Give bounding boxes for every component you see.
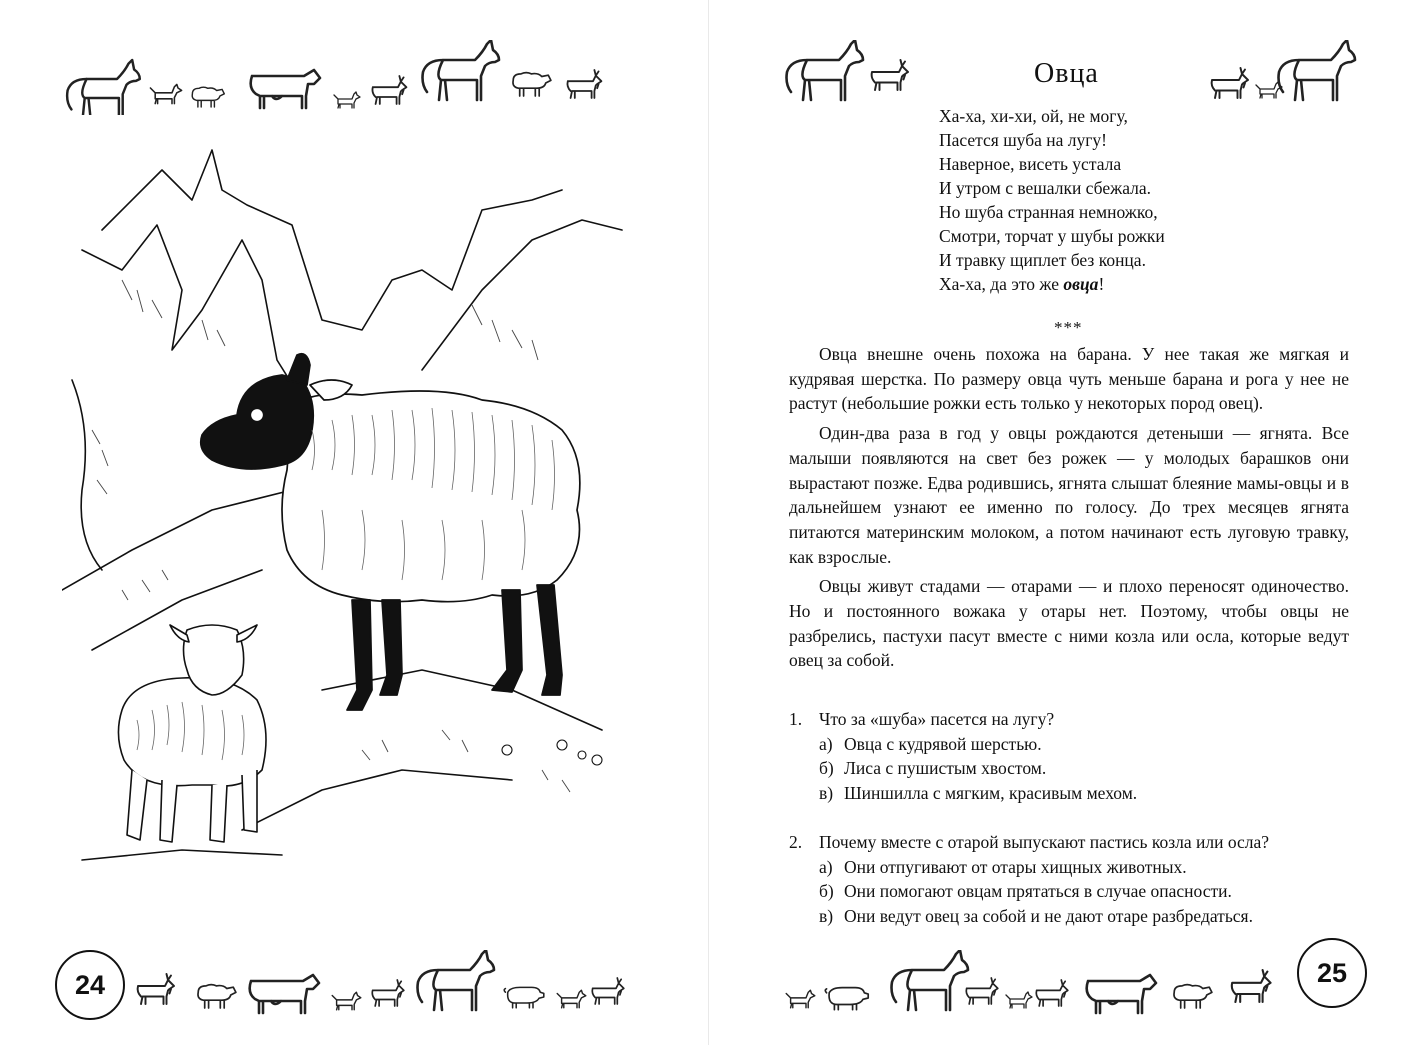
- answer-options: [789, 855, 1359, 929]
- ground-line-3: [242, 770, 512, 830]
- section-separator: ***: [1054, 318, 1083, 337]
- option-key: в): [819, 905, 834, 926]
- option-text: Они ведут овец за собой и не дают отаре разбредаться.: [844, 905, 1253, 926]
- page-number-right: 25: [1297, 938, 1367, 1008]
- answer-option: [819, 732, 1359, 757]
- adult-sheep: [201, 354, 580, 710]
- answer-option: [819, 879, 1359, 904]
- question-1: [789, 707, 1359, 805]
- poem-answer-word: овца: [1063, 274, 1099, 294]
- option-key: а): [819, 856, 833, 877]
- option-text: Овца с кудрявой шерстью.: [844, 733, 1042, 754]
- answer-option: [819, 855, 1359, 880]
- poem-last-line: [939, 272, 1165, 296]
- answer-options: [789, 732, 1359, 806]
- option-text: Шиншилла с мягким, красивым мехом.: [844, 782, 1138, 803]
- poem-line: Наверное, висеть устала: [939, 154, 1122, 174]
- option-key: в): [819, 782, 834, 803]
- paragraph: Овца внешне очень похожа на барана. У нее такая же мягкая и кудрявая шерстка. По размеру овца чуть меньше барана и рога у нее не растут (небольшие рожки есть только у некоторых пород овец).: [789, 344, 1349, 414]
- poem-line: И утром с вешалки сбежала.: [939, 178, 1151, 198]
- option-key: а): [819, 733, 833, 754]
- page-number-left: 24: [55, 950, 125, 1020]
- answer-option: [819, 781, 1359, 806]
- mountain-ridge-front: [82, 225, 302, 400]
- answer-option: [819, 904, 1359, 929]
- cliff-left: [72, 380, 102, 570]
- option-key: б): [819, 881, 834, 901]
- ground-line-4: [82, 850, 282, 860]
- right-page: [709, 0, 1419, 1045]
- answer-option: [819, 756, 1359, 781]
- question-2: [789, 830, 1359, 928]
- question-number: 1.: [789, 709, 803, 729]
- animal-frieze-bottom-right: [784, 950, 1294, 1020]
- poem-last-line-suffix: !: [1098, 274, 1105, 294]
- option-text: Они помогают овцам прятаться в случае опасности.: [844, 881, 1232, 901]
- page-title: Овца: [1034, 58, 1099, 89]
- poem-line: Смотри, торчат у шубы рожки: [939, 226, 1165, 246]
- paragraph: Один-два раза в год у овцы рождаются детеныши — ягнята. Все малыши появляются на свет без рожек — у молодых барашков они вырастают позже. Едва родившись, ягнята слышат блеяние мамы-овцы и в дальнейшем узнают ее именно по голосу. До трех месяцев ягнята питаются материнским молоком, а потом начинают есть луговую травку, как взрослые.: [789, 423, 1349, 567]
- option-text: Лиса с пушистым хвостом.: [844, 758, 1047, 778]
- poem-line: Но шуба странная немножко,: [939, 202, 1158, 222]
- option-key: б): [819, 758, 834, 778]
- animal-frieze-top-left: [60, 40, 635, 115]
- question-text: Почему вместе с отарой выпускают пастись козла или осла?: [819, 832, 1270, 852]
- poem: [939, 104, 1165, 296]
- poem-line: Ха-ха, хи-хи, ой, не могу,: [939, 106, 1128, 126]
- animal-frieze-bottom-left: [135, 950, 635, 1020]
- sheep-and-lamb-illustration: [62, 130, 652, 890]
- poem-line: И травку щиплет без конца.: [939, 250, 1146, 270]
- question-text: Что за «шуба» пасется на лугу?: [819, 709, 1055, 729]
- left-page: [0, 0, 709, 1045]
- option-text: Они отпугивают от отары хищных животных.: [844, 856, 1187, 877]
- animal-frieze-top-right-a: [779, 40, 929, 105]
- mountain-ridge-back: [102, 150, 562, 330]
- question-number: 2.: [789, 832, 803, 852]
- poem-last-line-prefix: Ха-ха, да это же: [939, 274, 1064, 294]
- article-text: [789, 342, 1349, 678]
- poem-line: Пасется шуба на лугу!: [939, 130, 1107, 150]
- paragraph: Овцы живут стадами — отарами — и плохо переносят одиночество. Но и постоянного вожака у отары нет. Поэтому, чтобы овцы не разбрелись, пастухи пасут вместе с ними козла или осла, которые ведут овец за собой.: [789, 576, 1349, 671]
- animal-frieze-top-right-b: [1209, 40, 1359, 110]
- hillside-line: [62, 490, 292, 590]
